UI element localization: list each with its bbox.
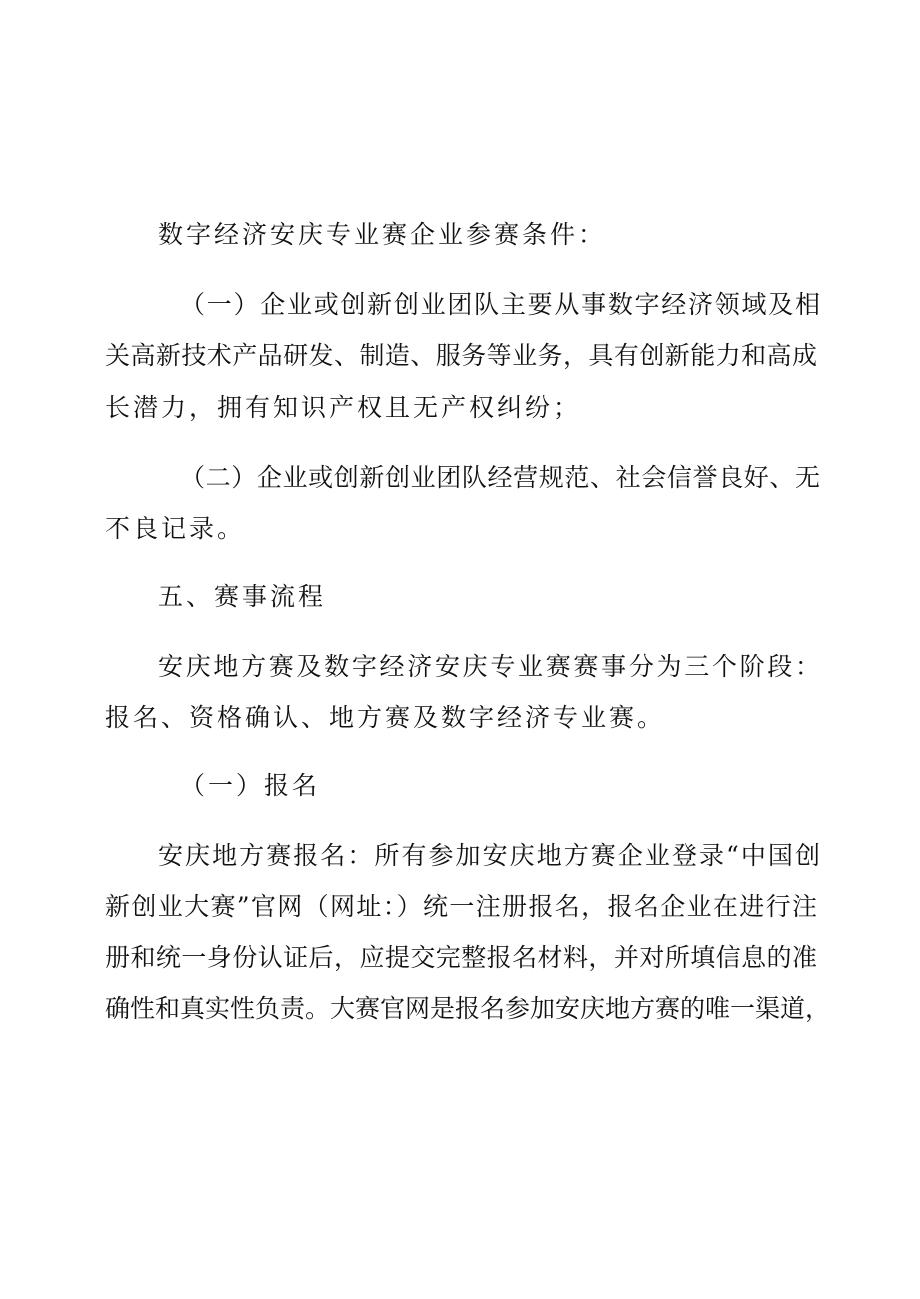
paragraph-line: 安庆地方赛及数字经济安庆专业赛赛事分为三个阶段： (158, 652, 820, 681)
paragraph-line: 长潜力，拥有知识产权且无产权纠纷； (105, 393, 582, 422)
paragraph-line: 新创业大赛”官网（网址：）统一注册报名，报名企业在进行注 (105, 892, 817, 921)
paragraph-line: 册和统一身份认证后，应提交完整报名材料，并对所填信息的准 (105, 943, 817, 972)
section-heading: 五、赛事流程 (158, 582, 327, 611)
paragraph-line: 关高新技术产品研发、制造、服务等业务，具有创新能力和高成 (105, 341, 817, 370)
paragraph-line: 安庆地方赛报名：所有参加安庆地方赛企业登录“中国创 (158, 841, 820, 870)
paragraph-line: 确性和真实性负责。大赛官网是报名参加安庆地方赛的唯一渠道， (105, 994, 831, 1023)
paragraph-line: 不良记录。 (105, 514, 246, 543)
paragraph-line: （二）企业或创新创业团队经营规范、社会信誉良好、无 (180, 463, 820, 492)
subsection-heading: （一）报名 (180, 771, 321, 800)
paragraph-line: 报名、资格确认、地方赛及数字经济专业赛。 (105, 703, 666, 732)
paragraph-line: （一）企业或创新创业团队主要从事数字经济领域及相 (180, 290, 820, 319)
paragraph-line: 数字经济安庆专业赛企业参赛条件： (158, 220, 607, 249)
